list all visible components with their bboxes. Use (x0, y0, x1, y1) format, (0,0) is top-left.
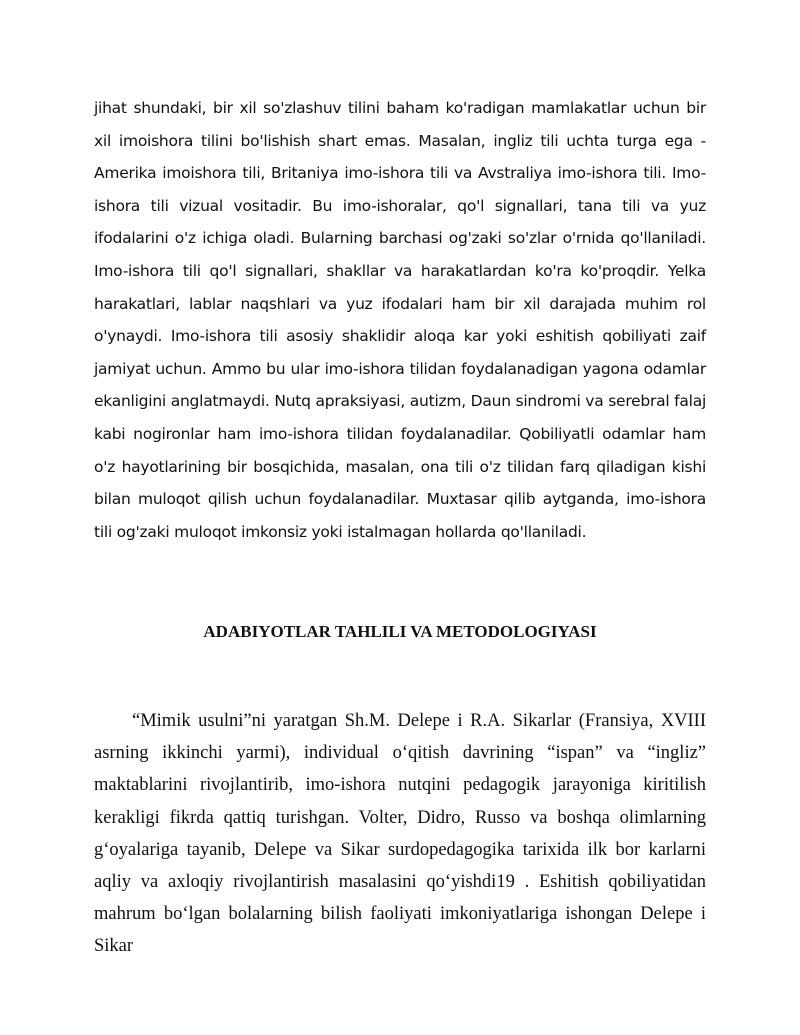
body-paragraph-2: “Mimik usulni”ni yaratgan Sh.M. Delepe i R.A. Sikarlar (Fransiya, XVIII asrning ikkinchi yarmi), individual o‘qitish davrining “ispan” va “ingliz” maktablarini rivojlantirib, imo-ishora nutqini pedagogik jarayoniga kiritilish kerakligi fikrda qattiq turishgan. Volter, Didro, Russo va boshqa olimlarning g‘oyalariga tayanib, Delepe va Sikar surdopedagogika tarixida ilk bor karlarni aqliy va axloqiy rivojlantirish masalasini qo‘yishdi19 . Eshitish qobiliyatidan mahrum bo‘lgan bolalarning bilish faoliyati imkoniyatlariga ishongan Delepe i Sikar (94, 711, 706, 957)
body-paragraph-1: jihat shundaki, bir xil so'zlashuv tilini baham ko'radigan mamlakatlar uchun bir xil imoishora tilini bo'lishish shart emas. Masalan, ingliz tili uchta turga ega - Amerika imoishora tili, Britaniya imo-ishora tili va Avstraliya imo-ishora tili. Imo-ishora tili vizual vositadir. Bu imo-ishoralar, qo'l signallari, tana tili va yuz ifodalarini o'z ichiga oladi. Bularning barchasi og'zaki so'zlar o'rnida qo'llaniladi. Imo-ishora tili qo'l signallari, shakllar va harakatlardan ko'ra ko'proqdir. Yelka harakatlari, lablar naqshlari va yuz ifodalari ham bir xil darajada muhim rol o'ynaydi. Imo-ishora tili asosiy shaklidir aloqa kar yoki eshitish qobiliyati zaif jamiyat uchun. Ammo bu ular imo-ishora tilidan foydalanadigan yagona odamlar ekanligini anglatmaydi. Nutq apraksiyasi, autizm, Daun sindromi va serebral falaj kabi nogironlar ham imo-ishora tilidan foydalanadilar. Qobiliyatli odamlar ham o'z hayotlarining bir bosqichida, masalan, ona tili o'z tilidan farq qiladigan kishi bilan muloqot qilish uchun foydalanadilar. Muxtasar qilib aytganda, imo-ishora tili og'zaki muloqot imkonsiz yoki istalmagan hollarda qo'llaniladi. (94, 99, 706, 541)
section-heading: ADABIYOTLAR TAHLILI VA METODOLOGIYASI (203, 622, 597, 641)
